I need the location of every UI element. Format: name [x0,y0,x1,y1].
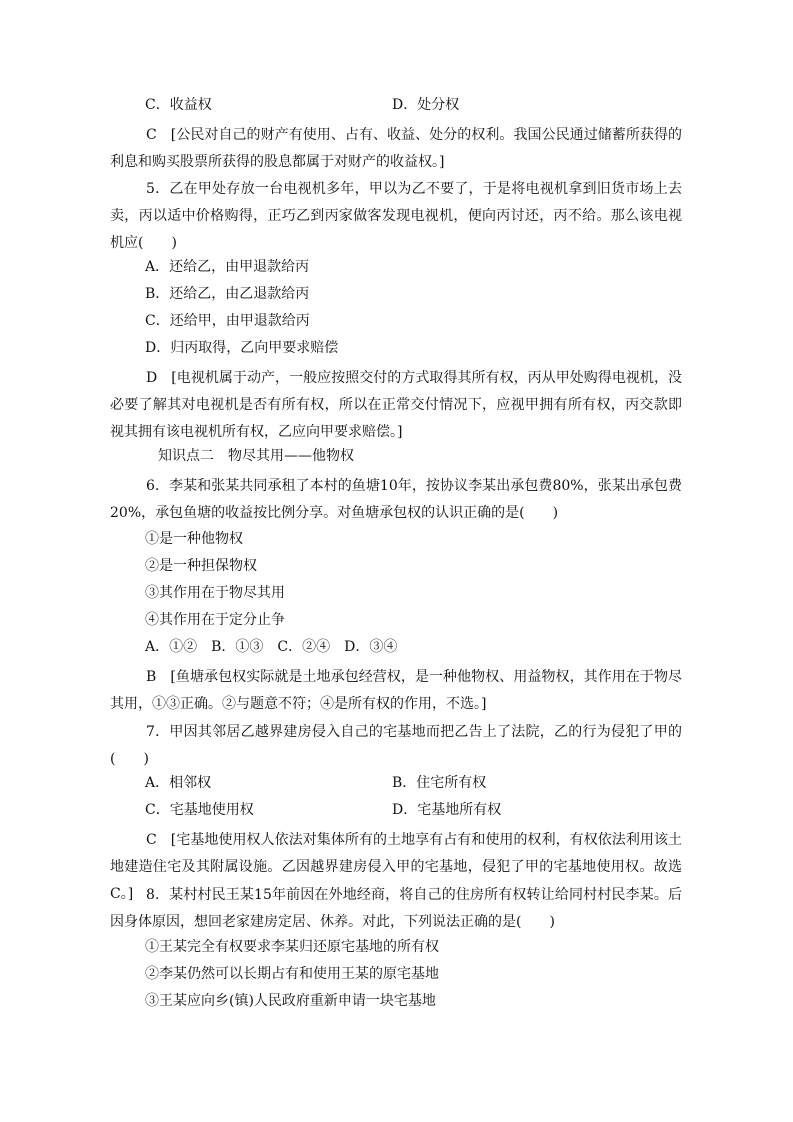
q5-option-c: C．还给甲，由甲退款给丙 [145,313,310,329]
q6-item-3: ③其作用在于物尽其用 [145,585,285,601]
q8-item-3: ③王某应向乡(镇)人民政府重新申请一块宅基地 [145,993,436,1009]
q6-options: A．①② B．①③ C．②④ D．③④ [145,639,398,655]
q4-option-c: C．收益权 [145,97,212,113]
q7-option-b: B．住宅所有权 [392,775,487,791]
q6-stem: 6．李某和张某共同承租了本村的鱼塘10年，按协议李某出承包费80%，张某出承包费20%，承包鱼塘的收益按比例分享。对鱼塘承包权的认识正确的是( ) [110,478,682,521]
section-title: 知识点二 物尽其用——他物权 [158,448,354,464]
q6-item-4: ④其作用在于定分止争 [145,612,285,628]
q8-stem: 8．某村村民王某15年前因在外地经商，将自己的住房所有权转让给同村村民李某。后因身体原因，想回老家建房定居、休养。对此，下列说法正确的是( ) [110,887,682,930]
q4-option-d: D．处分权 [392,97,460,113]
q7-answer: C [宅基地使用权人依法对集体所有的土地享有占有和使用的权利，有权依法利用该土地建造住宅及其附属设施。乙因越界建房侵入甲的宅基地，侵犯了甲的宅基地使用权。故选C。] [110,832,682,902]
q6-item-1: ①是一种他物权 [145,531,243,547]
q7-option-a: A．相邻权 [145,775,212,791]
q8-item-2: ②李某仍然可以长期占有和使用王某的原宅基地 [145,966,439,982]
q5-option-d: D．归丙取得，乙向甲要求赔偿 [145,340,339,356]
q4-answer: C [公民对自己的财产有使用、占有、收益、处分的权利。我国公民通过储蓄所获得的利息和购买股票所获得的股息都属于对财产的收益权。] [110,127,682,170]
q8-item-1: ①王某完全有权要求李某归还原宅基地的所有权 [145,939,439,955]
q5-option-b: B．还给乙，由乙退款给丙 [145,286,310,302]
q6-item-2: ②是一种担保物权 [145,558,257,574]
q7-option-c: C．宅基地使用权 [145,802,254,818]
q5-option-a: A．还给乙，由甲退款给丙 [145,259,310,275]
q5-stem: 5．乙在甲处存放一台电视机多年，甲以为乙不要了，于是将电视机拿到旧货市场上去卖，丙以适中价格购得，正巧乙到丙家做客发现电视机，便向丙讨还，丙不给。那么该电视机应( ) [110,181,682,251]
q7-option-d: D．宅基地所有权 [392,802,502,818]
q7-stem: 7．甲因其邻居乙越界建房侵入自己的宅基地而把乙告上了法院，乙的行为侵犯了甲的( ) [110,724,682,767]
q5-answer: D [电视机属于动产，一般应按照交付的方式取得其所有权，丙从甲处购得电视机，没必要了解其对电视机是否有所有权，所以在正常交付情况下，应视甲拥有所有权，丙交款即视其拥有该电视机所有权，乙应向甲要求赔偿。] [110,370,682,440]
q6-answer: B [鱼塘承包权实际就是土地承包经营权，是一种他物权、用益物权，其作用在于物尽其用，①③正确。②与题意不符；④是所有权的作用，不选。] [110,669,682,712]
